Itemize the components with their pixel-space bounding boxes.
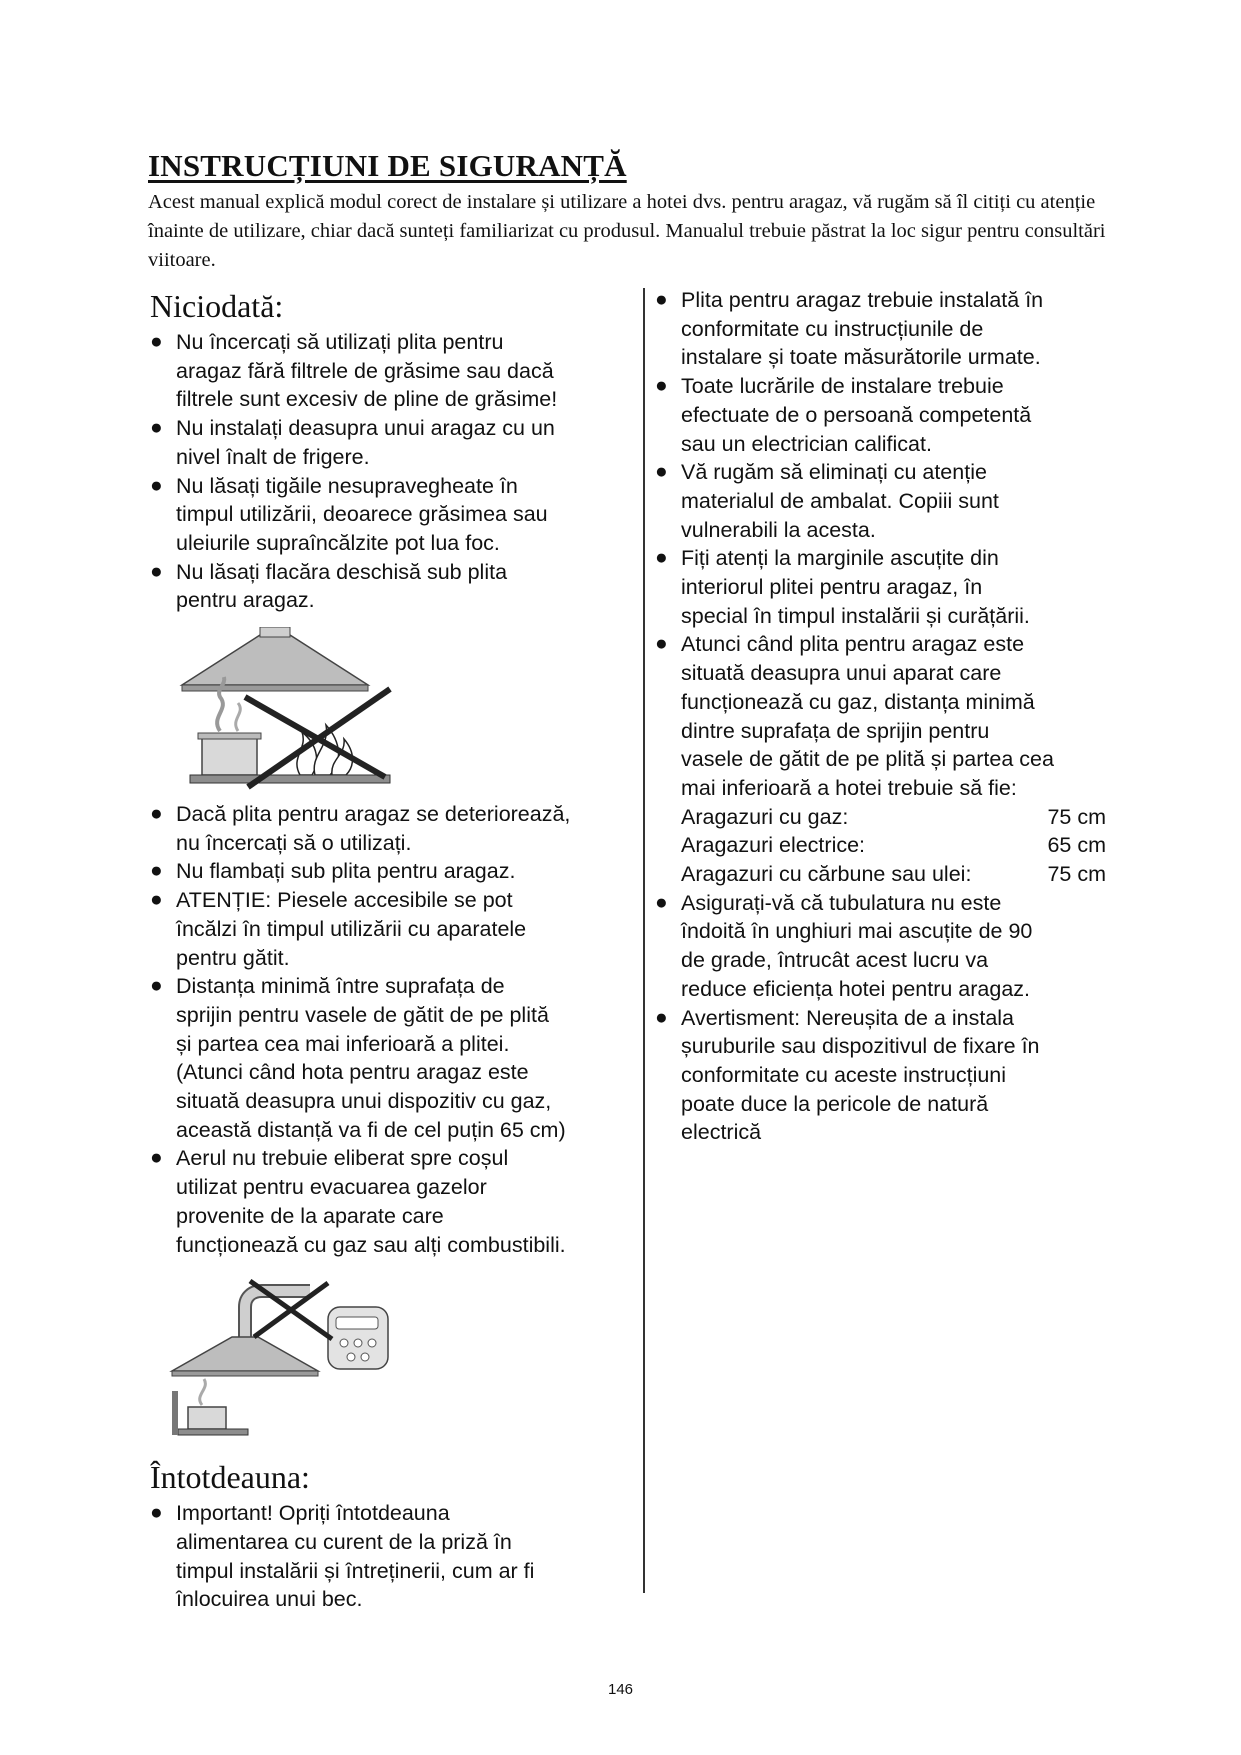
bullet-text: Nu încercați să utilizați plita pentru aragaz fără filtrele de grăsime sau dacă filtrele sunt excesiv de pline de grăsime! [176,330,558,412]
bullet-text: ATENȚIE: Piesele accesibile se pot încălzi în timpul utilizării cu aparatele pentru gătit. [176,888,527,970]
bullet-icon: ● [150,888,163,912]
bullet-text: Aerul nu trebuie eliberat spre coșul utilizat pentru evacuarea gazelor provenite de la aparate care funcționează cu gaz sau alți combustibili. [176,1146,566,1257]
bullet-item [655,630,1115,802]
bullet-item [150,972,650,1144]
bullet-item [655,544,1115,630]
bullet-icon: ● [655,1005,668,1029]
distance-label: Aragazuri cu cărbune sau ulei: [681,862,972,887]
right-list-a [655,286,1115,803]
bullet-item [655,286,1115,372]
distance-row [681,860,1106,889]
never-list-a [150,328,650,615]
bullet-item [150,328,650,414]
hood-flame-crossed-icon [150,627,570,792]
intro-paragraph: Acest manual explică modul corect de instalare și utilizare a hotei dvs. pentru aragaz, vă rugăm să îl citiți cu atenție înainte de utilizare, chiar dacă sunteți familiarizat cu produsul. Manualul trebuie păstrat la loc sigur pentru consultări viitoare. [148,191,1106,271]
distance-row [681,831,1106,860]
bullet-item [655,372,1115,458]
hood-chimney-gas-crossed-icon [150,1279,570,1439]
bullet-icon: ● [655,546,668,570]
bullet-icon: ● [655,890,668,914]
bullet-icon: ● [150,473,163,497]
distance-table [655,803,1115,889]
bullet-item [150,886,650,972]
bullet-text: Nu instalați deasupra unui aragaz cu un nivel înalt de frigere. [176,416,555,469]
bullet-item [150,414,650,471]
bullet-item [150,857,650,886]
distance-row [681,803,1106,832]
bullet-text: Avertisment: Nereușita de a instala șuruburile sau dispozitivul de fixare în conformitate cu aceste instrucțiuni poate duce la pericole de natură electrică [681,1005,1040,1145]
distance-value: 65 cm [1047,833,1106,858]
bullet-text: Vă rugăm să eliminați cu atenție materialul de ambalat. Copiii sunt vulnerabili la acesta. [681,460,999,542]
bullet-icon: ● [150,974,163,998]
bullet-icon: ● [150,416,163,440]
bullet-icon: ● [150,559,163,583]
bullet-item [655,889,1115,1004]
never-heading: Niciodată: [150,288,284,324]
page-title: INSTRUCȚIUNI DE SIGURANȚĂ [148,148,627,183]
distance-label: Aragazuri cu gaz: [681,804,849,829]
bullet-text: Distanța minimă între suprafața de sprijin pentru vasele de gătit de pe plită și partea cea mai inferioară a plitei. (Atunci când hota pentru aragaz este situată deasupra unui dispozitiv cu gaz, această distanță va fi de cel puțin 65 cm) [176,974,566,1142]
bullet-text: Dacă plita pentru aragaz se deteriorează, nu încercați să o utilizați. [176,802,571,855]
distance-label: Aragazuri electrice: [681,833,866,858]
bullet-item [150,1144,650,1259]
bullet-icon: ● [150,330,163,353]
bullet-text: Toate lucrările de instalare trebuie efectuate de o persoană competentă sau un electrician calificat. [681,374,1032,456]
right-column [655,286,1115,1147]
bullet-icon: ● [655,288,668,311]
bullet-text: Important! Opriți întotdeauna alimentarea cu curent de la priză în timpul instalării și întreținerii, cum ar fi înlocuirea unui bec. [176,1501,535,1612]
bullet-item [150,558,650,615]
bullet-text: Nu lăsați tigăile nesupravegheate în timpul utilizării, deoarece grăsimea sau uleiurile supraîncălzite pot lua foc. [176,473,548,555]
distance-value: 75 cm [1047,862,1106,887]
left-column [150,286,650,1614]
right-list-b [655,889,1115,1147]
bullet-text: Atunci când plita pentru aragaz este situată deasupra unui aparat care funcționează cu gaz, distanța minimă dintre suprafața de sprijin pentru vasele de gătit de pe plită și partea cea mai inferioară a hotei trebuie să fie: [681,632,1054,800]
bullet-icon: ● [150,859,163,883]
bullet-item [150,800,650,857]
page-number: 146 [607,1681,634,1698]
bullet-text: Plita pentru aragaz trebuie instalată în conformitate cu instrucțiunile de instalare și toate măsurătorile urmate. [681,288,1044,370]
bullet-icon: ● [150,802,163,826]
bullet-item [655,1004,1115,1148]
bullet-text: Asigurați-vă că tubulatura nu este îndoită în unghiuri mai ascuțite de 90 de grade, întrucât acest lucru va reduce eficiența hotei pentru aragaz. [681,890,1033,1001]
always-heading: Întotdeauna: [150,1459,310,1496]
bullet-text: Fiți atenți la marginile ascuțite din interiorul plitei pentru aragaz, în special în timpul instalării și curățării. [681,546,1030,628]
never-list-b [150,800,650,1259]
bullet-icon: ● [655,374,668,398]
bullet-item [150,1499,650,1614]
bullet-icon: ● [150,1146,163,1170]
always-list [150,1499,650,1614]
bullet-icon: ● [150,1501,163,1525]
bullet-icon: ● [655,632,668,656]
distance-value: 75 cm [1047,804,1106,829]
bullet-text: Nu flambați sub plita pentru aragaz. [176,859,516,884]
bullet-item [150,472,650,558]
bullet-text: Nu lăsați flacăra deschisă sub plita pentru aragaz. [176,559,508,613]
bullet-icon: ● [655,460,668,484]
bullet-item [655,458,1115,544]
